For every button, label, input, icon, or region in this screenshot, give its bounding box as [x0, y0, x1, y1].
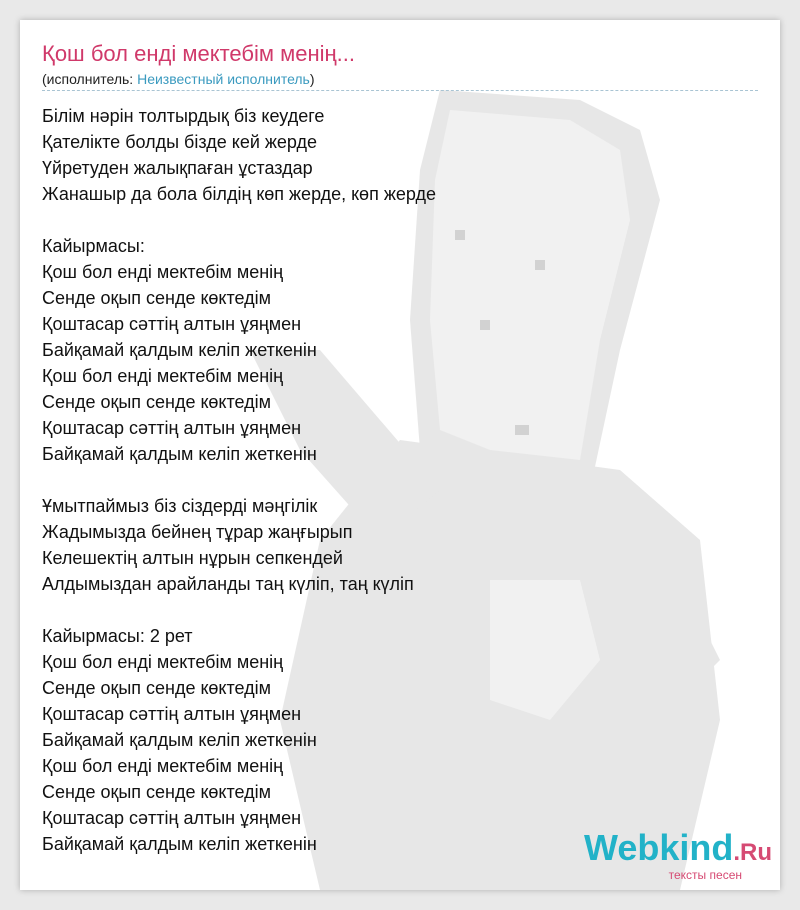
lyric-line: Жадымызда бейнең тұрар жаңғырып	[42, 522, 353, 542]
lyric-line: Қош бол енді мектебім менің	[42, 652, 284, 672]
lyric-line: Қош бол енді мектебім менің	[42, 366, 284, 386]
lyric-line: Ұмытпаймыз біз сіздерді мәңгілік	[42, 496, 318, 516]
lyrics-body	[42, 103, 762, 857]
lyric-line: Үйретуден жалықпаған ұстаздар	[42, 158, 313, 178]
lyric-line: Жанашыр да бола білдің көп жерде, көп жерде	[42, 184, 436, 204]
lyric-line: Сенде оқып сенде көктедім	[42, 782, 271, 802]
lyric-line: Қателікте болды бізде кей жерде	[42, 132, 318, 152]
lyric-line: Байқамай қалдым келіп жеткенін	[42, 730, 317, 750]
site-logo[interactable]	[584, 829, 772, 882]
lyric-line: Байқамай қалдым келіп жеткенін	[42, 444, 317, 464]
lyric-line: Қоштасар сәттің алтын ұяңмен	[42, 314, 302, 334]
lyric-line: Сенде оқып сенде көктедім	[42, 392, 271, 412]
lyric-line: Сенде оқып сенде көктедім	[42, 288, 271, 308]
lyric-line: Қоштасар сәттің алтын ұяңмен	[42, 704, 302, 724]
logo-tagline: тексты песен	[668, 868, 742, 882]
lyric-line: Сенде оқып сенде көктедім	[42, 678, 271, 698]
lyric-line: Қош бол енді мектебім менің	[42, 262, 284, 282]
lyric-line: Қоштасар сәттің алтын ұяңмен	[42, 418, 302, 438]
byline-suffix: )	[309, 71, 315, 87]
logo-tld: .Ru	[733, 839, 772, 866]
lyrics-card	[20, 20, 780, 890]
logo-wordmark	[584, 829, 772, 872]
song-title: Қош бол енді мектебім менің...	[42, 41, 355, 66]
stanza-break	[42, 597, 762, 623]
lyric-line: Келешектің алтын нұрын сепкендей	[42, 548, 343, 568]
logo-main-text: Webkind	[583, 827, 734, 868]
stanza-break	[42, 207, 762, 233]
byline-prefix: (исполнитель:	[42, 71, 138, 87]
stanza-break	[42, 467, 762, 493]
content	[42, 40, 762, 857]
lyric-line: Кайырмасы:	[42, 236, 145, 256]
artist-link[interactable]: Неизвестный исполнитель	[137, 71, 310, 87]
lyric-line: Алдымыздан арайланды таң күліп, таң күліп	[42, 574, 414, 594]
lyric-line: Кайырмасы: 2 рет	[42, 626, 193, 646]
lyric-line: Байқамай қалдым келіп жеткенін	[42, 834, 317, 854]
lyric-line: Байқамай қалдым келіп жеткенін	[42, 340, 317, 360]
lyric-line: Қош бол енді мектебім менің	[42, 756, 284, 776]
artist-byline	[42, 70, 758, 91]
lyric-line: Білім нәрін толтырдық біз кеудеге	[42, 106, 325, 126]
lyric-line: Қоштасар сәттің алтын ұяңмен	[42, 808, 302, 828]
